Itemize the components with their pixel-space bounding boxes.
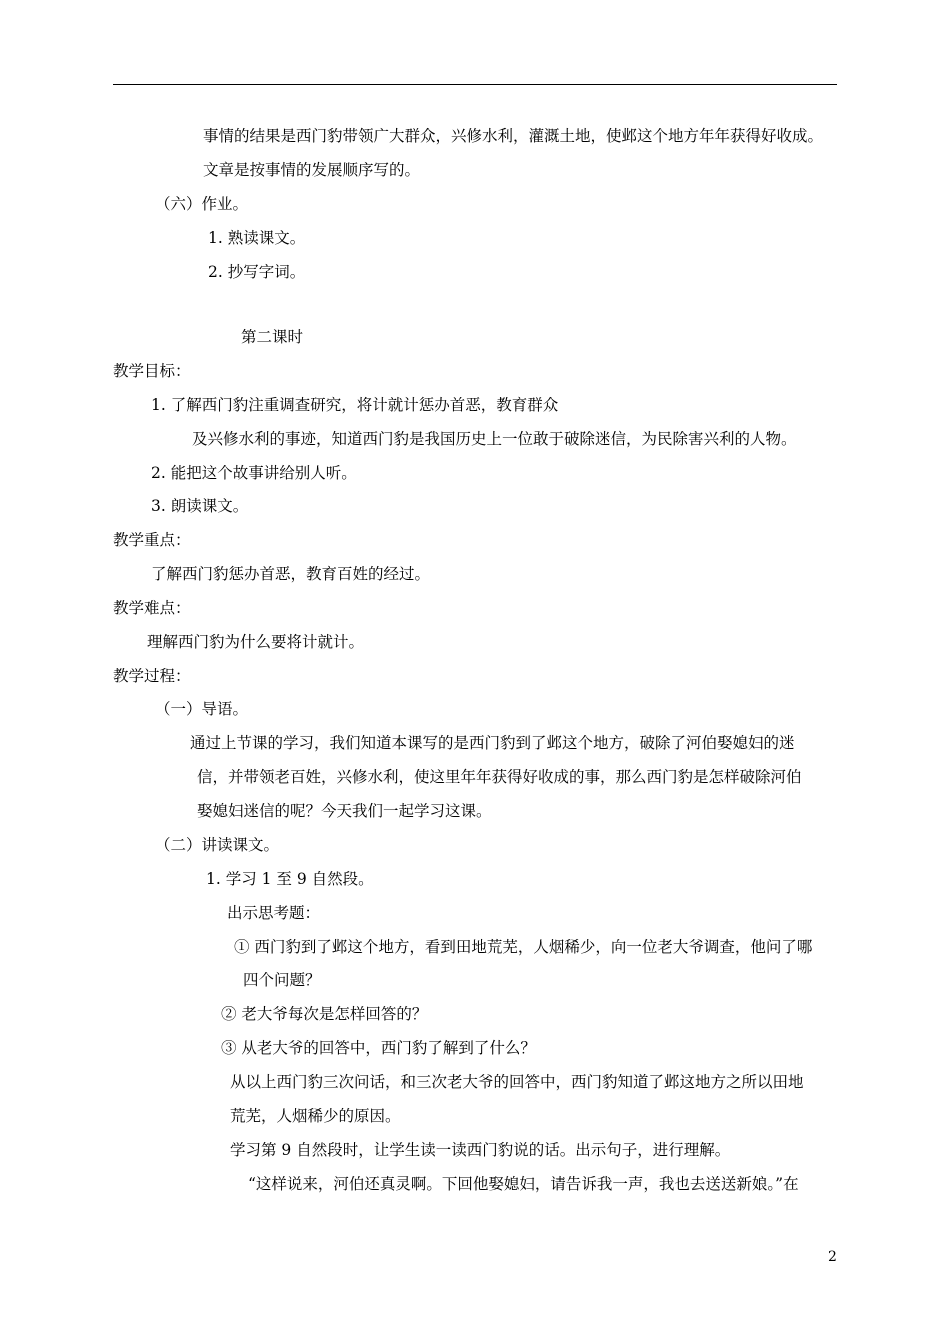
text-line: 学习第 9 自然段时，让学生读一读西门豹说的话。出示句子，进行理解。 (230, 1141, 731, 1159)
list-item: 3. 朗读课文。 (151, 497, 249, 515)
text-line: 文章是按事情的发展顺序写的。 (203, 161, 421, 179)
text-line: 了解西门豹惩办首恶，教育百姓的经过。 (151, 565, 431, 583)
section-heading: 教学过程： (113, 667, 191, 685)
question-item: ① 西门豹到了邺这个地方，看到田地荒芜，人烟稀少，向一位老大爷调查，他问了哪 (234, 938, 813, 956)
question-item: ② 老大爷每次是怎样回答的？ (221, 1005, 428, 1023)
section-heading: 教学目标： (113, 362, 191, 380)
text-line: 理解西门豹为什么要将计就计。 (147, 633, 365, 651)
section-heading: （六）作业。 (155, 195, 249, 213)
list-item: 1. 学习 1 至 9 自然段。 (206, 870, 374, 888)
lesson-title: 第二课时 (241, 328, 304, 346)
question-item: ③ 从老大爷的回答中，西门豹了解到了什么？ (221, 1039, 536, 1057)
text-line: 通过上节课的学习，我们知道本课写的是西门豹到了邺这个地方，破除了河伯娶媳妇的迷 (190, 734, 795, 752)
text-line: 四个问题？ (243, 971, 321, 989)
text-line: 娶媳妇迷信的呢？今天我们一起学习这课。 (197, 802, 492, 820)
header-rule (113, 84, 837, 85)
section-heading: 教学难点： (113, 599, 191, 617)
text-line: 及兴修水利的事迹，知道西门豹是我国历史上一位敢于破除迷信，为民除害兴利的人物。 (192, 430, 797, 448)
subsection-heading: （一）导语。 (155, 700, 249, 718)
list-item: 2. 能把这个故事讲给别人听。 (151, 464, 357, 482)
text-line: 出示思考题： (227, 904, 321, 922)
text-line: 信，并带领老百姓，兴修水利，使这里年年获得好收成的事，那么西门豹是怎样破除河伯 (197, 768, 802, 786)
text-line: 事情的结果是西门豹带领广大群众，兴修水利，灌溉土地，使邺这个地方年年获得好收成。 (203, 127, 824, 145)
text-line: 荒芜，人烟稀少的原因。 (230, 1107, 401, 1125)
subsection-heading: （二）讲读课文。 (155, 836, 280, 854)
list-item: 1. 了解西门豹注重调查研究，将计就计惩办首恶，教育群众 (151, 396, 559, 414)
quote-line: “这样说来，河伯还真灵啊。下回他娶媳妇，请告诉我一声，我也去送送新娘。”在 (248, 1175, 799, 1193)
list-item: 2. 抄写字词。 (208, 263, 306, 281)
text-line: 从以上西门豹三次问话，和三次老大爷的回答中，西门豹知道了邺这地方之所以田地 (230, 1073, 804, 1091)
list-item: 1. 熟读课文。 (208, 229, 306, 247)
section-heading: 教学重点： (113, 531, 191, 549)
page-number: 2 (828, 1249, 837, 1265)
